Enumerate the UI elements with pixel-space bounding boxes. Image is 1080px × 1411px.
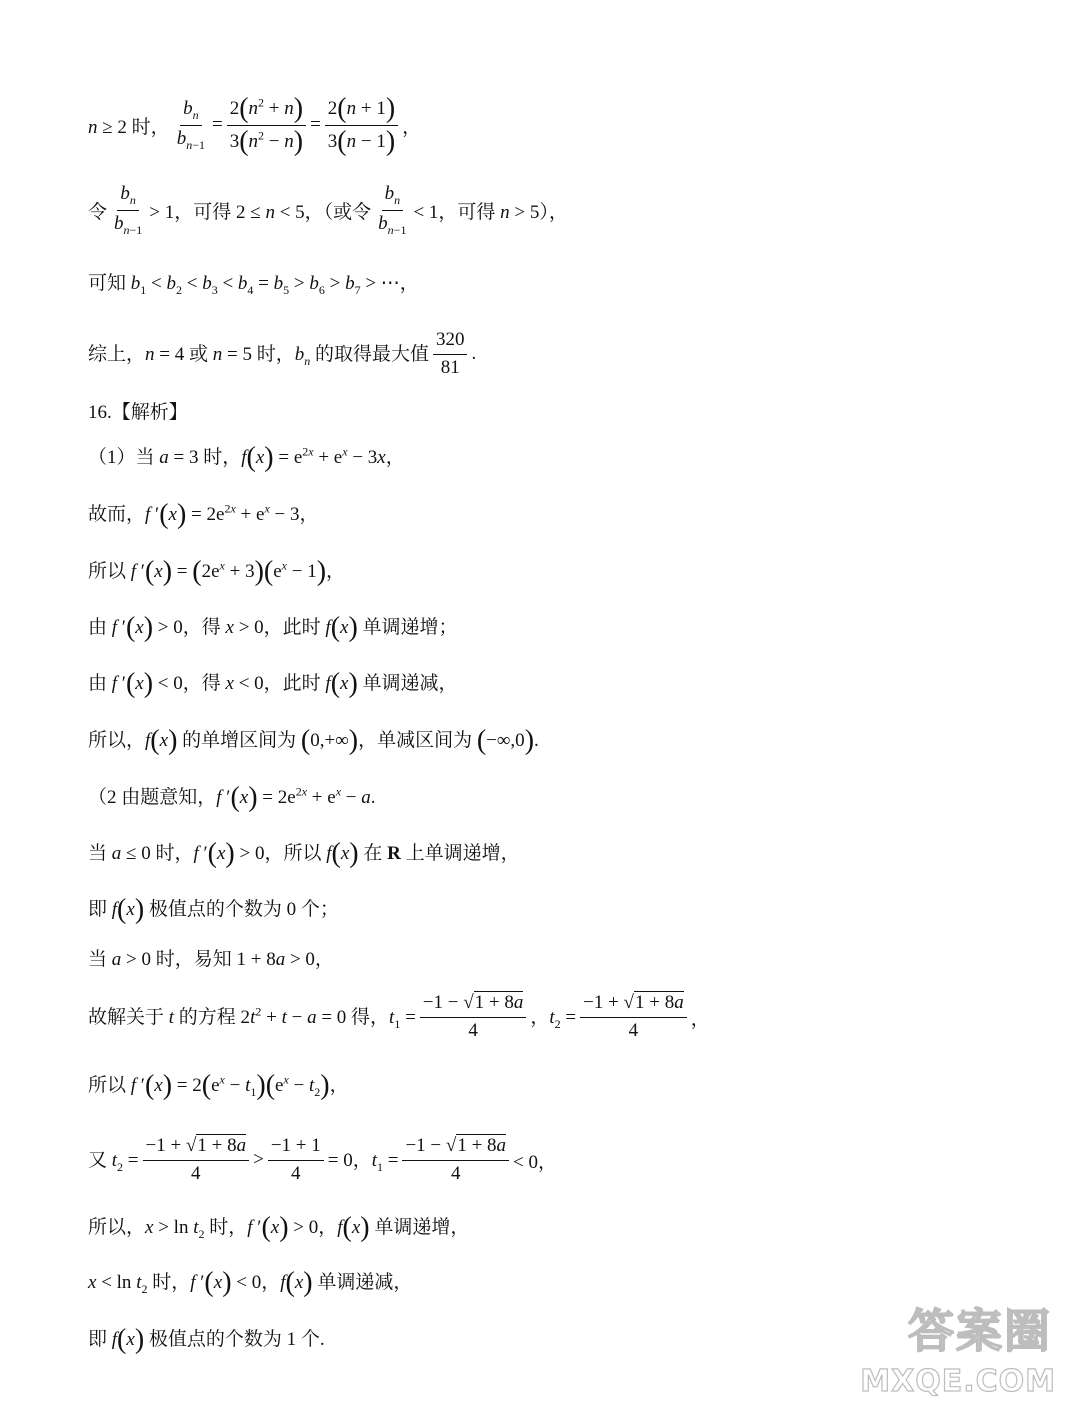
line-8: 所以 f $'(x) = (2e^x + 3)(e^x - 1)$，	[88, 556, 346, 587]
line-20: $x < \ln t_2$ 时，f ′(x) < 0，f(x) 单调递减，	[88, 1267, 413, 1298]
line-17: 所以 f $'(x) = 2(e^x - t_1)(e^x - t_2)$，	[88, 1070, 349, 1101]
line-12: （2 由题意知，f $'(x) = 2e^{2x} + e^x - a$.	[88, 782, 376, 813]
watermark	[860, 1295, 1062, 1405]
line-3: 可知 $b_1 < b_2 < b_3 < b_4 = b_5 > b_6 > b_7$ > ⋯，	[88, 273, 419, 297]
section-heading: 16.【解析】	[88, 401, 188, 423]
watermark-logo: 答案圈	[908, 1304, 1052, 1358]
line-9: 由 f ′(x) > 0，得 x > 0，此时 f(x) 单调递增；	[88, 612, 458, 643]
line-11: 所以，f(x) 的单增区间为 (0,+∞)，单减区间为 (−∞,0).	[88, 725, 539, 756]
line-16: 故解关于 t 的方程 $2t^2 + t - a = 0$ 得，$t_1$ = $\frac{-1 - √1 + 8a}{4}$ ，$t_2$ = $\frac{-1 + √1 + 8a}{4}$ ，	[88, 991, 710, 1041]
line-13: 当 a ≤ 0 时，f ′(x) > 0，所以 f(x) 在 R 上单调递增，	[88, 838, 520, 869]
line-2: 令 $\frac{b_n}{b_{n-1}}$ > 1，可得 2 ≤ n < 5，（或令 $\frac{b_n}{b_{n-1}}$ < 1，可得 n > 5），	[88, 183, 568, 237]
line-15: 当 a > 0 时，易知 1 + 8a > 0，	[88, 948, 334, 970]
line-14: 即 f(x) 极值点的个数为 0 个；	[88, 894, 339, 925]
line-10: 由 f ′(x) < 0，得 x < 0，此时 f(x) 单调递减，	[88, 668, 458, 699]
line-7: 故而，f $'(x) = 2e^{2x} + e^x - 3$，	[88, 499, 319, 530]
line-1: n ≥ 2 时， $\frac{b_n}{b_{n-1}}$ = $\frac{2(n^2 + n)}{3(n^2 - n)}$ = $\frac{2(n + 1)}{3(n - 1)}$ ，	[88, 92, 422, 157]
line-18: 又 $t_2$ = $\frac{-1 + √1 + 8a}{4}$ > $\frac{-1 + 1}{4}$ = 0，$t_1$ = $\frac{-1 - √1 + 8a}{4}$ < 0，	[88, 1134, 558, 1184]
watermark-url: MXQE.COM	[860, 1364, 1056, 1399]
line-4: 综上，n = 4 或 n = 5 时，$b_n$ 的取得最大值 $\frac{320}{81}$ .	[88, 328, 477, 378]
line-21: 即 f(x) 极值点的个数为 1 个.	[88, 1324, 325, 1355]
line-6: （1）当 a = 3 时，$f(x) = e^{2x} + e^x - 3x$，	[88, 442, 405, 473]
line-19: 所以，$x > \ln t_2$ 时，f ′(x) > 0，f(x) 单调递增，	[88, 1212, 470, 1243]
